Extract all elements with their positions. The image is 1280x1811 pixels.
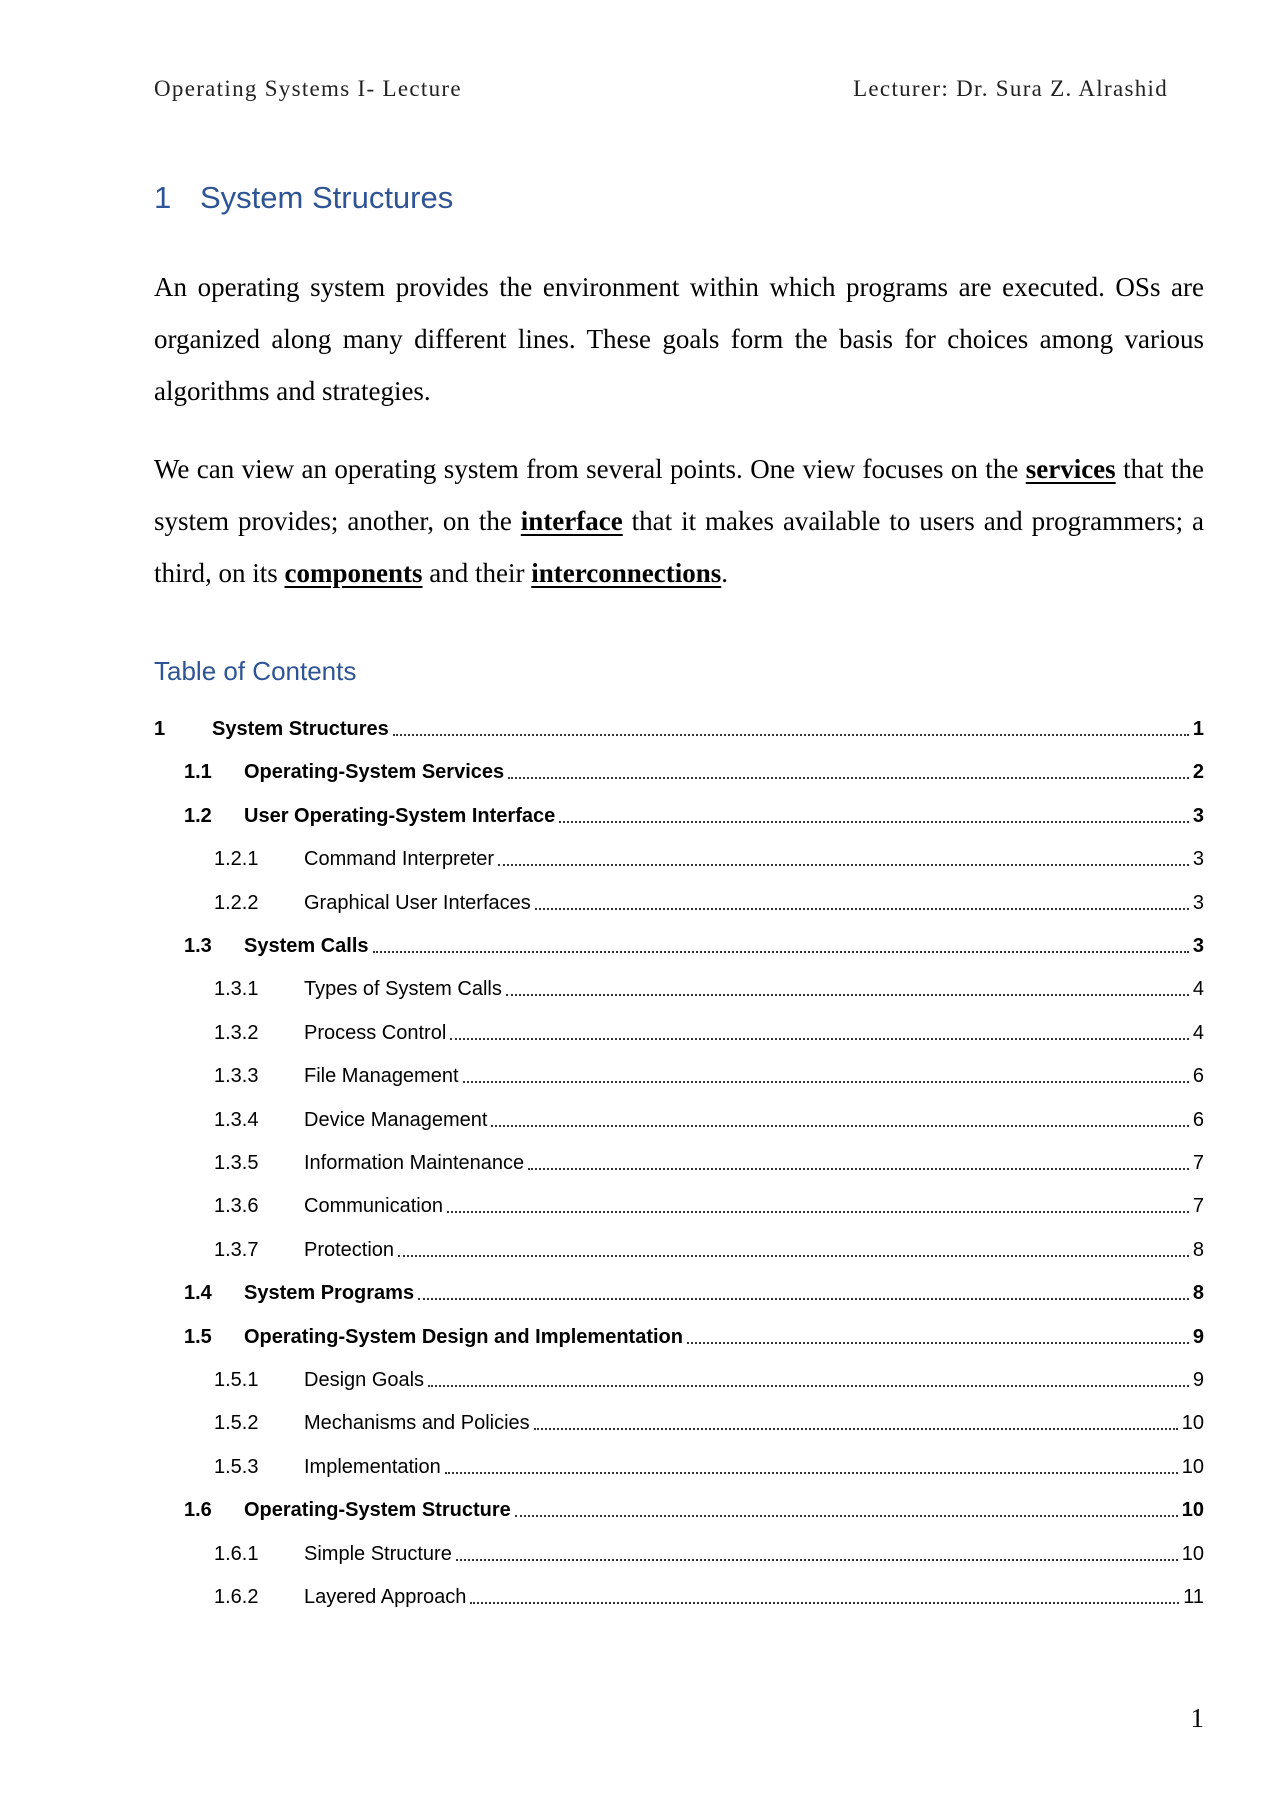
toc-entry-page: 9 [1192, 1325, 1204, 1348]
toc-entry[interactable] [154, 798, 1204, 828]
toc-dot-leader [687, 1341, 1189, 1344]
toc-entry-number: 1.3.4 [214, 1108, 259, 1131]
toc-entry-page: 3 [1192, 848, 1204, 871]
toc-entry-page: 10 [1181, 1542, 1204, 1565]
toc-entry-page: 8 [1192, 1238, 1204, 1261]
toc-entry[interactable] [154, 754, 1204, 784]
toc-entry[interactable] [154, 1145, 1204, 1175]
toc-dot-leader [506, 993, 1189, 996]
keyword-components: components [284, 558, 423, 588]
toc-entry-number: 1.3.2 [214, 1021, 259, 1044]
toc-entry[interactable] [154, 1319, 1204, 1349]
toc-entry[interactable] [154, 1188, 1204, 1218]
toc-entry[interactable] [154, 1102, 1204, 1132]
toc-entry[interactable] [154, 928, 1204, 958]
toc-entry[interactable] [154, 1579, 1204, 1609]
toc-entry-number: 1.6 [184, 1499, 212, 1522]
header-lecturer: Lecturer: Dr. Sura Z. Alrashid [853, 76, 1168, 101]
views-text-4: and their [422, 558, 532, 588]
toc-dot-leader [515, 1514, 1178, 1517]
toc-entry[interactable] [154, 971, 1204, 1001]
toc-dot-leader [491, 1124, 1188, 1127]
toc-entry-number: 1.5.3 [214, 1455, 259, 1478]
toc-entry-title: Types of System Calls [304, 978, 502, 1001]
keyword-services: services [1025, 454, 1116, 484]
toc-entry[interactable] [154, 1058, 1204, 1088]
toc-dot-leader [535, 907, 1189, 910]
toc-entry-title: Mechanisms and Policies [304, 1412, 530, 1435]
toc-entry-number: 1.6.1 [214, 1542, 259, 1565]
toc-entry-title: User Operating-System Interface [244, 804, 556, 827]
toc-entry[interactable] [154, 1405, 1204, 1435]
section-title: System Structures [200, 180, 454, 215]
toc-entry-page: 3 [1192, 935, 1204, 957]
toc-entry-title: System Structures [212, 718, 389, 740]
toc-entry-title: System Programs [244, 1282, 415, 1305]
toc-entry-number: 1.2.2 [214, 891, 259, 914]
views-text-1: We can view an operating system from several points. One view focuses on the [154, 454, 1026, 484]
views-text-5: . [721, 558, 728, 588]
toc-entry-number: 1.2.1 [214, 848, 259, 871]
toc-dot-leader [470, 1601, 1179, 1604]
toc-entry[interactable] [154, 711, 1204, 741]
toc-entry-page: 10 [1181, 1499, 1204, 1522]
toc-entry-number: 1.4 [184, 1282, 212, 1305]
views-paragraph [154, 443, 1204, 599]
toc-entry[interactable] [154, 885, 1204, 915]
toc-dot-leader [498, 863, 1189, 866]
toc-entry-page: 9 [1192, 1369, 1204, 1391]
toc-entry-title: Simple Structure [304, 1542, 452, 1565]
toc-dot-leader [450, 1037, 1189, 1040]
toc-entry-page: 11 [1183, 1586, 1204, 1608]
toc-entry-title: Design Goals [304, 1369, 425, 1391]
toc-entry-title: Operating-System Design and Implementation [244, 1325, 683, 1348]
toc-entry-page: 6 [1192, 1065, 1204, 1088]
toc-dot-leader [463, 1080, 1189, 1083]
toc-entry-title: Operating-System Structure [244, 1499, 511, 1522]
toc-dot-leader [508, 776, 1189, 779]
toc-entry-page: 6 [1192, 1108, 1204, 1131]
toc-entry-title: Graphical User Interfaces [304, 891, 531, 914]
toc-entry-page: 2 [1192, 761, 1204, 784]
toc-entry-number: 1.5.1 [214, 1369, 259, 1391]
toc-entry-page: 7 [1192, 1152, 1204, 1174]
toc-entry-page: 3 [1192, 891, 1204, 914]
views-text-3: that it makes available to users and programmers; a third, on its [154, 506, 1204, 588]
toc-entry-page: 4 [1192, 1021, 1204, 1044]
toc-entry-number: 1.2 [184, 804, 212, 827]
toc-entry-number: 1.3 [184, 935, 212, 957]
toc-entry[interactable] [154, 1362, 1204, 1392]
header-course-title: Operating Systems I- Lecture [154, 76, 462, 101]
toc-entry-title: System Calls [244, 935, 369, 957]
toc-entry[interactable] [154, 1492, 1204, 1522]
toc-entry-page: 7 [1192, 1195, 1204, 1218]
toc-entry-title: Process Control [304, 1021, 447, 1044]
section-number: 1 [154, 180, 172, 215]
toc-entry-number: 1.6.2 [214, 1586, 259, 1608]
toc-entry[interactable] [154, 1536, 1204, 1566]
toc-entry-title: File Management [304, 1065, 459, 1088]
section-heading [154, 180, 453, 216]
toc-entry[interactable] [154, 1275, 1204, 1305]
toc-dot-leader [428, 1384, 1189, 1387]
toc-entry-title: Implementation [304, 1455, 441, 1478]
toc-entry-number: 1.3.6 [214, 1195, 259, 1218]
toc-entry-number: 1.3.5 [214, 1152, 259, 1174]
toc-entry-number: 1.3.3 [214, 1065, 259, 1088]
toc-entry[interactable] [154, 1015, 1204, 1045]
toc-entry-number: 1.1 [184, 761, 212, 784]
toc-entry-title: Command Interpreter [304, 848, 495, 871]
toc-entry-title: Device Management [304, 1108, 488, 1131]
toc-dot-leader [398, 1254, 1189, 1257]
toc-entry-title: Operating-System Services [244, 761, 505, 784]
toc-entry-number: 1.3.1 [214, 978, 259, 1001]
toc-title: Table of Contents [154, 656, 357, 686]
views-text-2: that the system provides; another, on the [154, 454, 1204, 536]
toc-entry-title: Communication [304, 1195, 443, 1218]
toc-entry-page: 1 [1192, 718, 1204, 740]
toc-entry-page: 10 [1181, 1455, 1204, 1478]
toc-entry-title: Information Maintenance [304, 1152, 525, 1174]
toc-entry-page: 10 [1181, 1412, 1204, 1435]
toc-dot-leader [534, 1427, 1178, 1430]
toc-dot-leader [528, 1167, 1189, 1170]
toc-entry-number: 1.5.2 [214, 1412, 259, 1435]
toc-entry-page: 8 [1192, 1282, 1204, 1305]
toc-dot-leader [559, 820, 1189, 823]
toc-entry-page: 4 [1192, 978, 1204, 1001]
toc-entry-number: 1 [154, 718, 166, 740]
toc-dot-leader [445, 1471, 1178, 1474]
toc-entry-title: Layered Approach [304, 1586, 467, 1608]
toc-dot-leader [456, 1558, 1178, 1561]
toc-dot-leader [373, 950, 1189, 953]
intro-paragraph: An operating system provides the environment within which programs are executed. OSs are organized along many different lines. These goals form the basis for choices among various algorithms and strategies. [154, 272, 1204, 406]
toc-entry[interactable] [154, 1232, 1204, 1262]
toc-dot-leader [447, 1210, 1189, 1213]
toc-entry-number: 1.5 [184, 1325, 212, 1348]
toc-entry-page: 3 [1192, 804, 1204, 827]
keyword-interconnections: interconnections [531, 558, 722, 588]
page-number: 1 [1190, 1703, 1204, 1733]
toc-dot-leader [393, 733, 1189, 736]
toc-entry[interactable] [154, 1449, 1204, 1479]
toc-entry[interactable] [154, 841, 1204, 871]
toc-dot-leader [418, 1297, 1189, 1300]
toc-entry-number: 1.3.7 [214, 1238, 259, 1261]
keyword-interface: interface [520, 506, 623, 536]
toc-entry-title: Protection [304, 1238, 395, 1261]
